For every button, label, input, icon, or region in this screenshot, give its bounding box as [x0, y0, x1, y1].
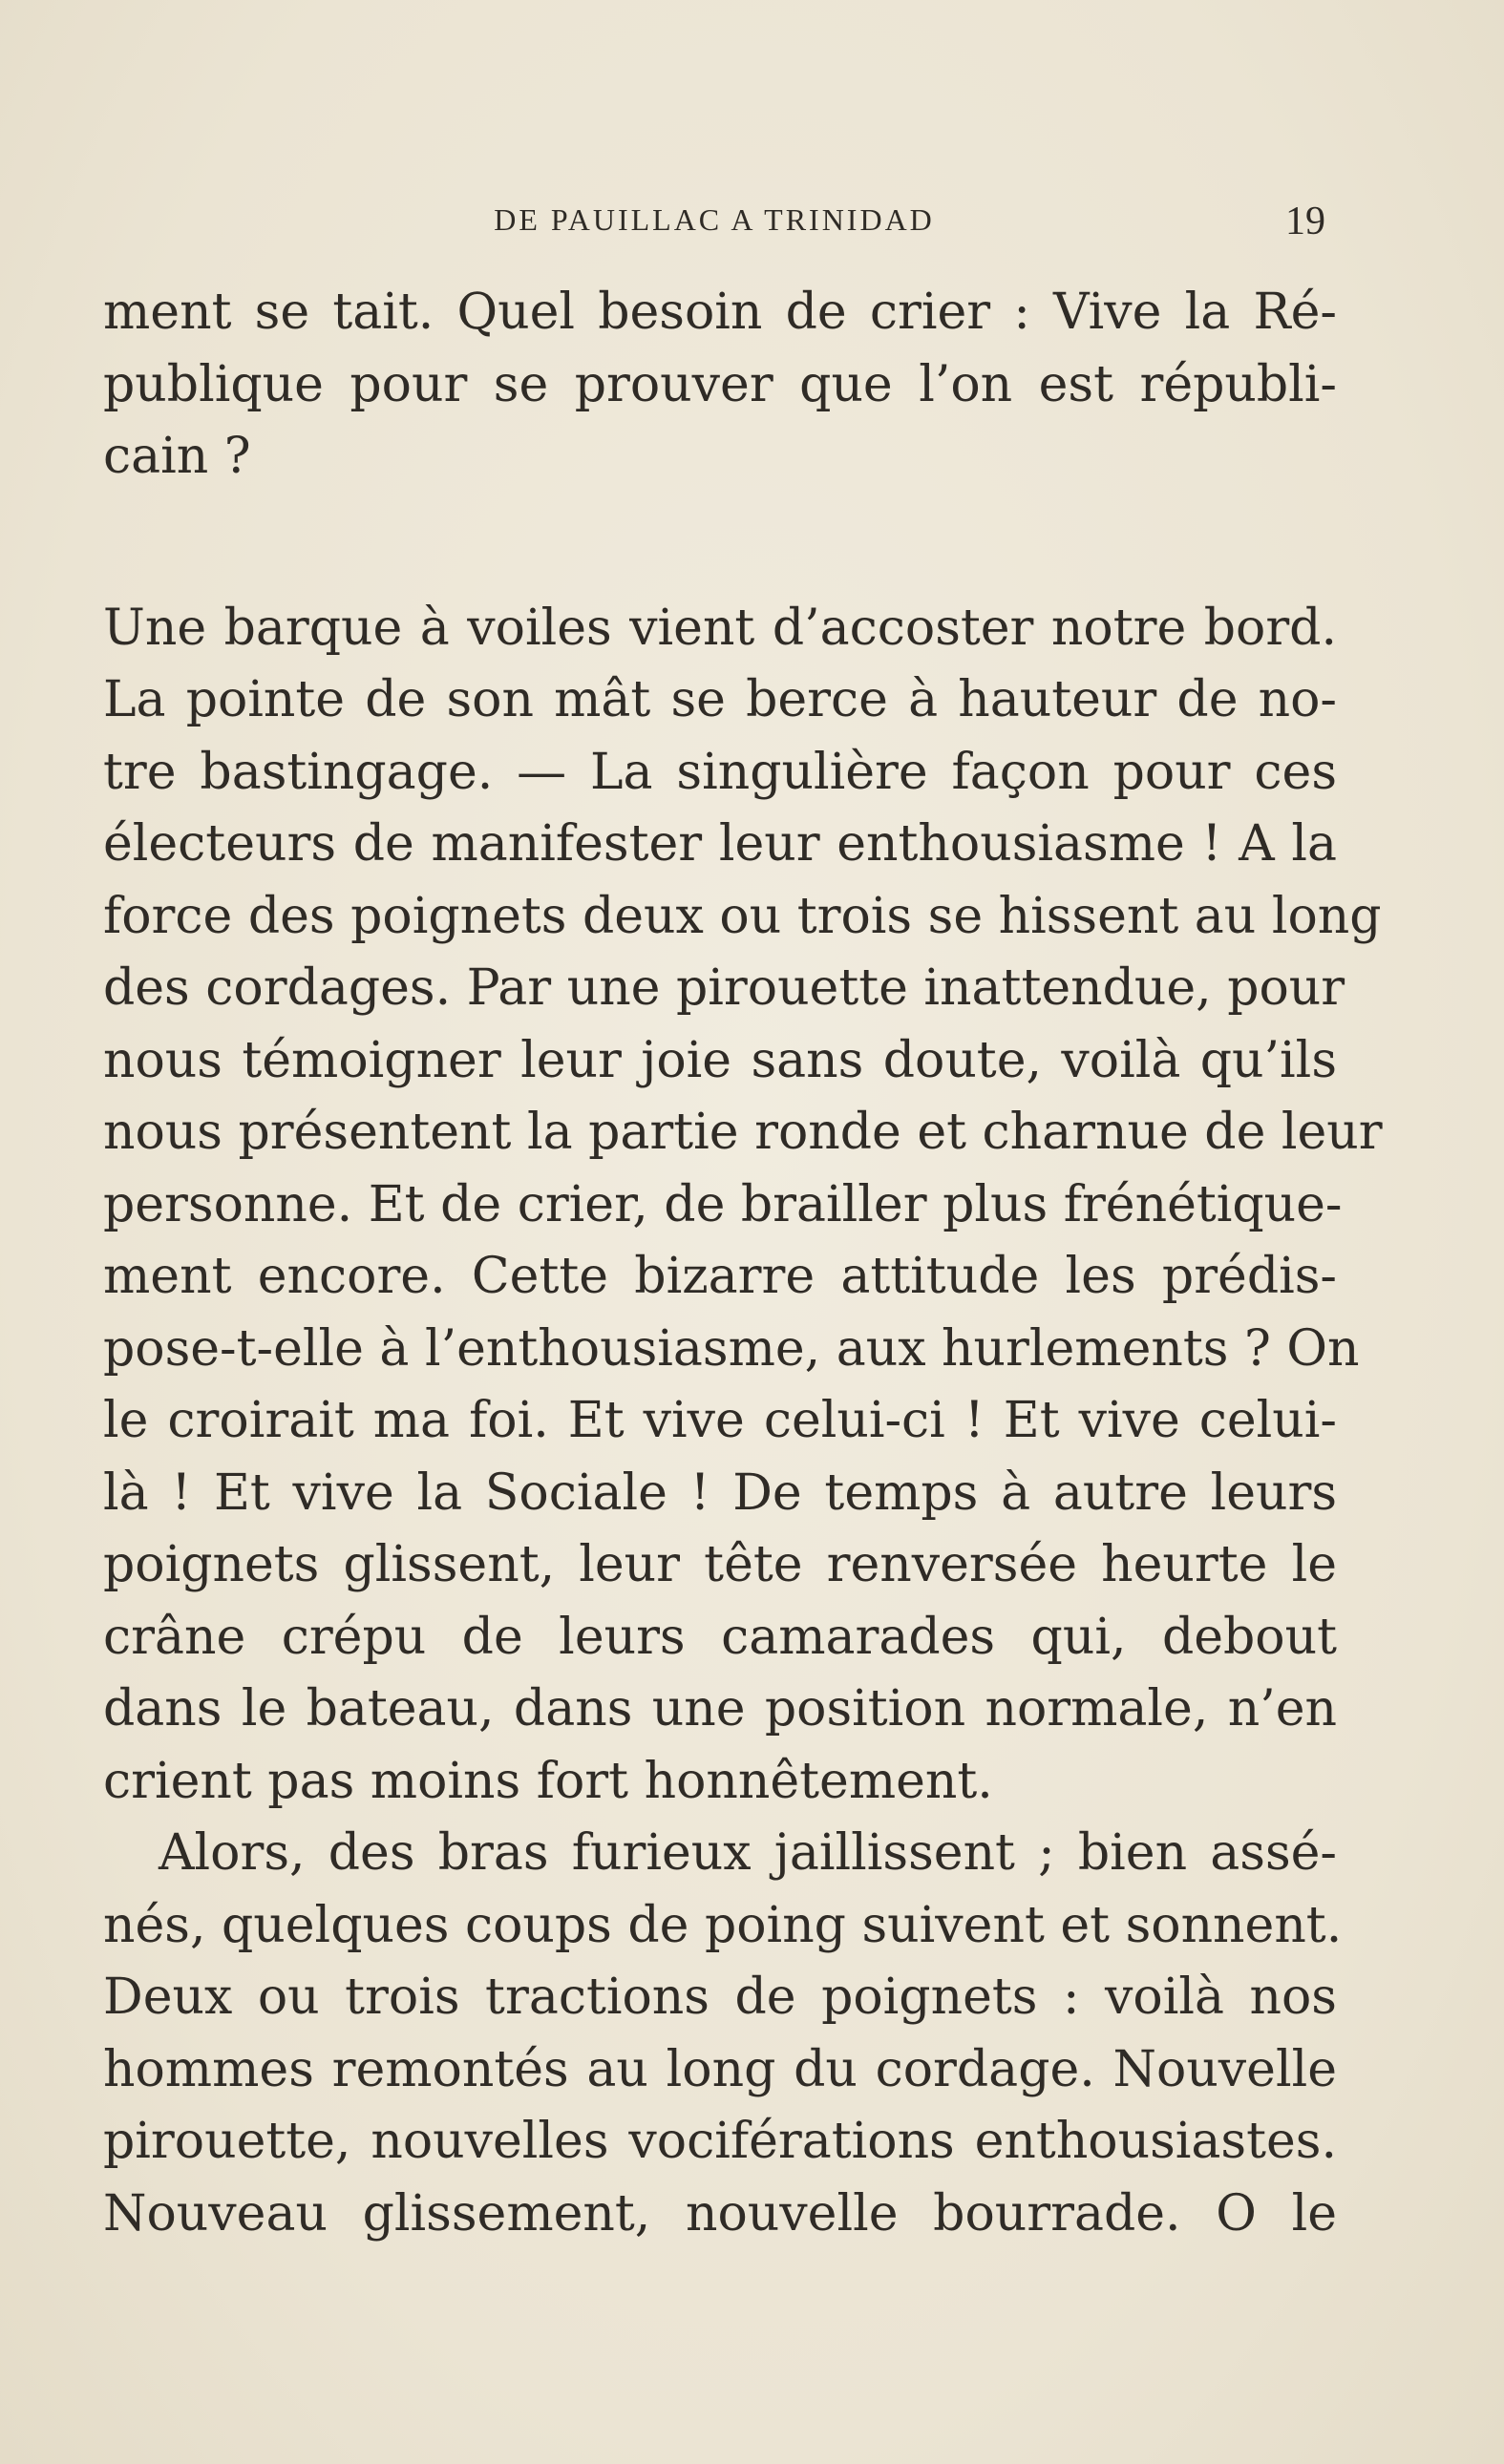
page-number: 19	[1285, 200, 1325, 243]
text-line: électeurs de manifester leur enthousiasme ! A la	[103, 815, 1337, 873]
text-line: le croirait ma foi. Et vive celui-ci ! Et vive celui-	[103, 1392, 1337, 1449]
text-line: hommes remontés au long du cordage. Nouvelle	[103, 2040, 1337, 2098]
text-line: poignets glissent, leur tête renversée heurte le	[103, 1536, 1337, 1593]
text-line: publique pour se prouver que l’on est républi-	[103, 355, 1337, 413]
text-line: Deux ou trois tractions de poignets : voilà nos	[103, 1969, 1337, 2026]
paragraph	[103, 1818, 1343, 2250]
page-header	[103, 199, 1325, 244]
text-line: crient pas moins fort honnêtement.	[103, 1752, 993, 1810]
text-line: nous présentent la partie ronde et charnue de leur	[103, 1104, 1383, 1161]
text-line: personne. Et de crier, de brailler plus frénétique-	[103, 1175, 1343, 1233]
text-line: des cordages. Par une pirouette inattendue, pour	[103, 959, 1345, 1017]
text-line: dans le bateau, dans une position normale, n’en	[103, 1680, 1337, 1737]
text-line: Une barque à voiles vient d’accoster notre bord.	[103, 599, 1337, 657]
text-line: nés, quelques coups de poing suivent et sonnent.	[103, 1896, 1343, 1954]
text-line: cain ?	[103, 428, 251, 485]
running-title: DE PAUILLAC A TRINIDAD	[494, 202, 935, 237]
text-line: là ! Et vive la Sociale ! De temps à autre leurs	[103, 1464, 1337, 1522]
text-line: ment se tait. Quel besoin de crier : Vive la Ré-	[103, 284, 1337, 341]
text-line: pose-t-elle à l’enthousiasme, aux hurlements ? On	[103, 1319, 1360, 1378]
paragraph	[103, 593, 1383, 1819]
text-line: Alors, des bras furieux jaillissent ; bien assé-	[159, 1824, 1337, 1882]
paragraph	[103, 277, 1337, 494]
text-line: force des poignets deux ou trois se hissent au long	[103, 887, 1382, 945]
text-line: nous témoigner leur joie sans doute, voilà qu’ils	[103, 1031, 1337, 1089]
text-line: tre bastingage. — La singulière façon pour ces	[103, 743, 1337, 801]
text-line: Nouveau glissement, nouvelle bourrade. O le	[103, 2184, 1337, 2243]
paragraph-gap	[103, 494, 1337, 593]
text-line: pirouette, nouvelles vociférations enthousiastes.	[103, 2113, 1337, 2170]
text-line: crâne crépu de leurs camarades qui, debout	[103, 1608, 1337, 1666]
text-line: ment encore. Cette bizarre attitude les prédis-	[103, 1248, 1337, 1305]
body-text	[103, 277, 1383, 2250]
text-line: La pointe de son mât se berce à hauteur de no-	[103, 671, 1337, 728]
